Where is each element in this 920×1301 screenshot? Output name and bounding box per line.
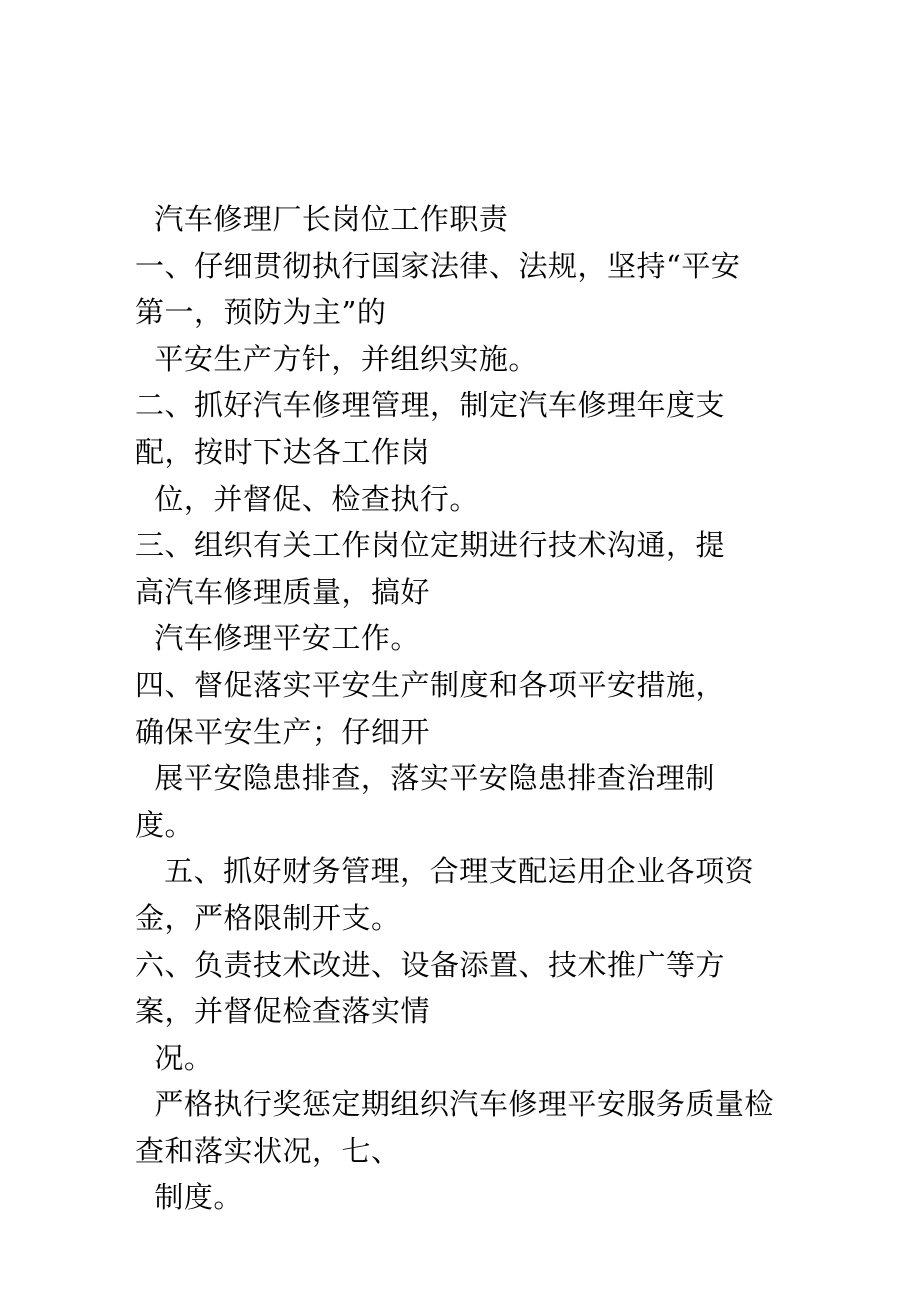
text-line: 第一，预防为主”的 — [135, 295, 387, 330]
text-line: 查和落实状况，七、 — [135, 1133, 401, 1168]
text-line: 二、抓好汽车修理管理，制定汽车修理年度支 — [135, 388, 726, 423]
text-line: 确保平安生产；仔细开 — [135, 714, 431, 749]
document-body — [135, 196, 815, 1221]
text-line: 制度。 — [135, 1180, 243, 1215]
document-title: 汽车修理厂长岗位工作职责 — [135, 202, 509, 236]
text-line: 位，并督促、检查执行。 — [135, 481, 479, 516]
text-line: 况。 — [135, 1040, 214, 1075]
text-line: 汽车修理平安工作。 — [135, 621, 420, 656]
text-line: 五、抓好财务管理，合理支配运用企业各项资 — [135, 854, 755, 889]
text-line: 平安生产方针，并组织实施。 — [135, 341, 538, 376]
text-line: 展平安隐患排查，落实平安隐患排查治理制 — [135, 761, 715, 796]
text-line: 严格执行奖惩定期组织汽车修理平安服务质量检 — [135, 1087, 774, 1122]
text-line: 配，按时下达各工作岗 — [135, 434, 431, 469]
text-line: 度。 — [135, 807, 195, 842]
text-line: 金，严格限制开支。 — [135, 900, 401, 935]
text-line: 四、督促落实平安生产制度和各项平安措施， — [135, 667, 726, 702]
text-line: 六、负责技术改进、设备添置、技术推广等方 — [135, 947, 726, 982]
text-line: 一、仔细贯彻执行国家法律、法规，坚持“平安 — [135, 248, 741, 283]
text-line: 三、组织有关工作岗位定期进行技术沟通，提 — [135, 528, 726, 563]
text-line: 高汽车修理质量，搞好 — [135, 574, 431, 609]
text-line: 案，并督促检查落实情 — [135, 994, 431, 1029]
